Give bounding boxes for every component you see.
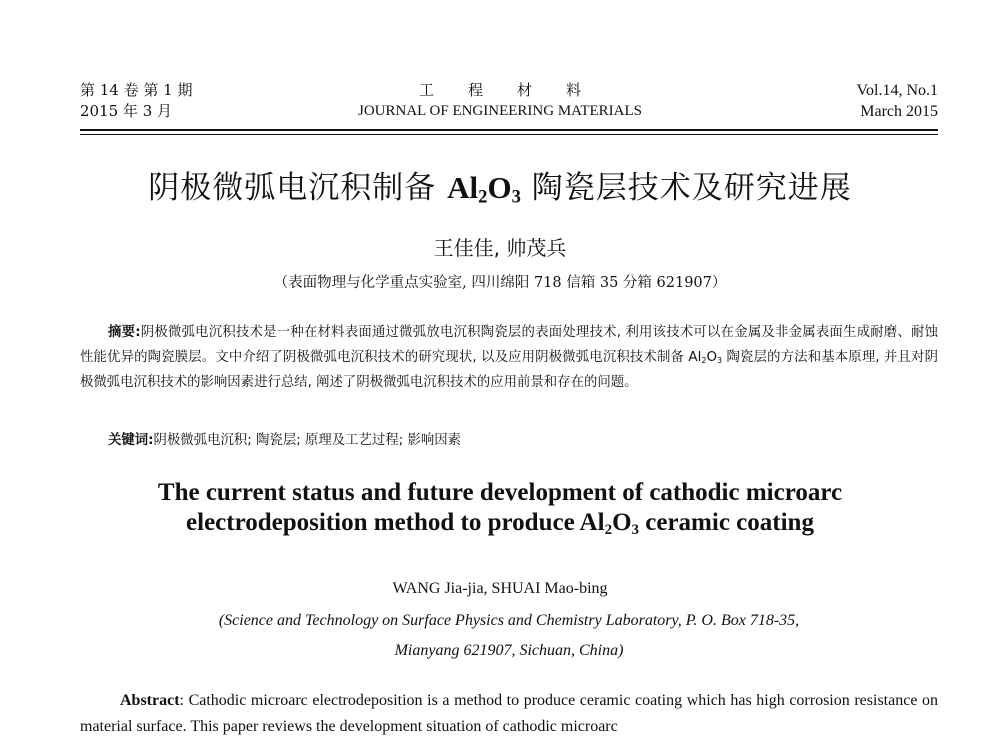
header-rule-thick xyxy=(80,129,938,131)
abstract-label-cn: 摘要: xyxy=(108,325,141,340)
abstract-en: Abstract: Cathodic microarc electrodeposition is a method to produce ceramic coating which has high corrosion resistance on material surface. This paper reviews the development situation of cathodic microarc xyxy=(80,692,938,735)
keywords-label-cn: 关键词: xyxy=(108,433,154,448)
date-en: March 2015 xyxy=(860,103,938,120)
volume-issue-en: Vol.14, No.1 xyxy=(856,82,938,99)
abstract-label-en: Abstract xyxy=(120,692,180,709)
journal-name xyxy=(300,80,700,122)
abstract-cn: 摘要:阴极微弧电沉积技术是一种在材料表面通过微弧放电沉积陶瓷层的表面处理技术, 利用该技术可以在金属及非金属表面生成耐磨、耐蚀性能优异的陶瓷膜层。文中介绍了阴极微弧电沉积技术的研究现状, 以及应用阴极微弧电沉积技术制备 $Al_2O_3$ 陶瓷层的方法和基本原理, 并且对阴极微弧电沉积技术的影响因素进行总结, 阐述了阴极微弧电沉积技术的应用前景和存在的问题。 xyxy=(80,325,938,390)
keywords-cn: 关键词:阴极微弧电沉积; 陶瓷层; 原理及工艺过程; 影响因素 xyxy=(108,433,462,448)
authors-cn: 王佳佳, 帅茂兵 xyxy=(433,236,567,260)
formula-al2o3: $Al_2O_3$ xyxy=(447,170,521,208)
header-right xyxy=(700,80,938,122)
volume-issue-cn: 第 14 卷 第 1 期 xyxy=(80,81,193,99)
affiliation-cn: （表面物理与化学重点实验室, 四川绵阳 718 信箱 35 分箱 621907） xyxy=(273,275,727,291)
authors-en: WANG Jia-jia, SHUAI Mao-bing xyxy=(392,580,608,597)
title-en: The current status and future development of cathodic microarc electrodeposition method to produce $Al_2O_3$ ceramic coating xyxy=(157,479,843,538)
title-cn: 阴极微弧电沉积制备 $Al_2O_3$ 陶瓷层技术及研究进展 xyxy=(148,170,852,208)
journal-name-cn: 工程材料 xyxy=(418,81,615,99)
journal-name-en: JOURNAL OF ENGINEERING MATERIALS xyxy=(357,103,643,119)
affiliation-en: (Science and Technology on Surface Physics and Chemistry Laboratory, P. O. Box 718-35, Mianyang 621907, Sichuan, China) xyxy=(218,612,800,659)
date-cn: 2015 年 3 月 xyxy=(80,102,173,120)
header-rule-thin xyxy=(80,134,938,135)
formula-al2o3: $Al_2O_3$ xyxy=(688,350,723,365)
